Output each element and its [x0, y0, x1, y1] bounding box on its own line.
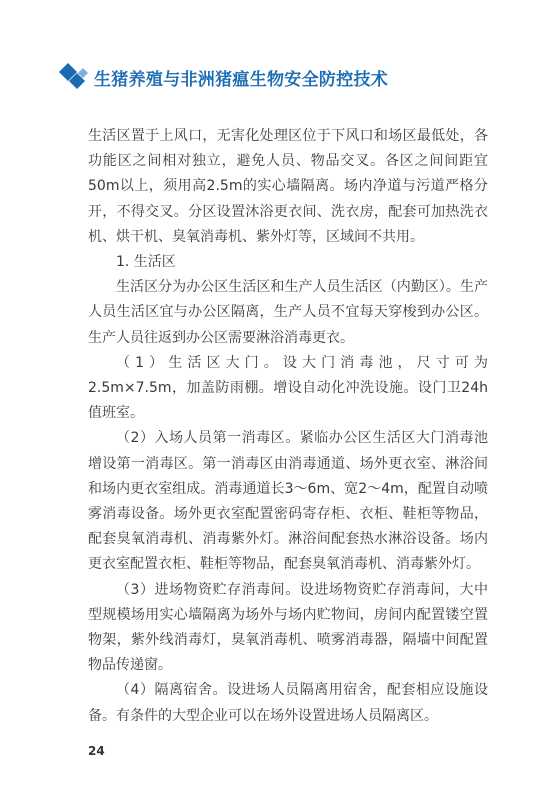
section-heading-living-area: 1. 生活区 — [116, 254, 176, 271]
double-diamond-icon — [58, 62, 92, 92]
paragraph-isolation-dormitory: （4）隔离宿舍。设进场人员隔离用宿舍，配套相应设施设备。有条件的大型企业可以在场外设置进场人员隔离区。 — [88, 682, 488, 724]
paragraph-material-storage: （3）进场物资贮存消毒间。设进场物资贮存消毒间，大中型规模场用实心墙隔离为场外与场内贮物间，房间内配置镂空置物架，紫外线消毒灯，臭氧消毒机、喷雾消毒器，隔墙中间配置物品传递窗。 — [88, 581, 488, 674]
paragraph-gate: （1）生活区大门。设大门消毒池，尺寸可为2.5m×7.5m，加盖防雨棚。增设自动化冲洗设施。设门卫24h值班室。 — [88, 354, 488, 422]
chapter-title: 生猪养殖与非洲猪瘟生物安全防控技术 — [94, 69, 389, 90]
paragraph-zoning: 生活区置于上风口，无害化处理区位于下风口和场区最低处，各功能区之间相对独立，避免人员、物品交叉。各区之间间距宜50m以上，须用高2.5m的实心墙隔离。场内净道与污道严格分开，不得交叉。分区设置沐浴更衣间、洗衣房，配套可加热洗衣机、烘干机、臭氧消毒机、紫外灯等，区域间不共用。 — [88, 128, 488, 245]
paragraph-first-disinfection-area: （2）入场人员第一消毒区。紧临办公区生活区大门消毒池增设第一消毒区。第一消毒区由消毒通道、场外更衣室、淋浴间和场内更衣室组成。消毒通道长3～6m、宽2～4m，配置自动喷雾消毒设备。场外更衣室配置密码寄存柜、衣柜、鞋柜等物品，配套臭氧消毒机、消毒紫外灯。淋浴间配套热水淋浴设备。场内更衣室配置衣柜、鞋柜等物品，配套臭氧消毒机、消毒紫外灯。 — [88, 430, 488, 573]
paragraph-living-area: 生活区分为办公区生活区和生产人员生活区（内勤区）。生产人员生活区宜与办公区隔离，生产人员不宜每天穿梭到办公区。生产人员往返到办公区需要淋浴消毒更衣。 — [88, 279, 488, 346]
chapter-header — [58, 60, 518, 94]
body-text — [88, 124, 488, 729]
page-number: 24 — [88, 744, 105, 758]
